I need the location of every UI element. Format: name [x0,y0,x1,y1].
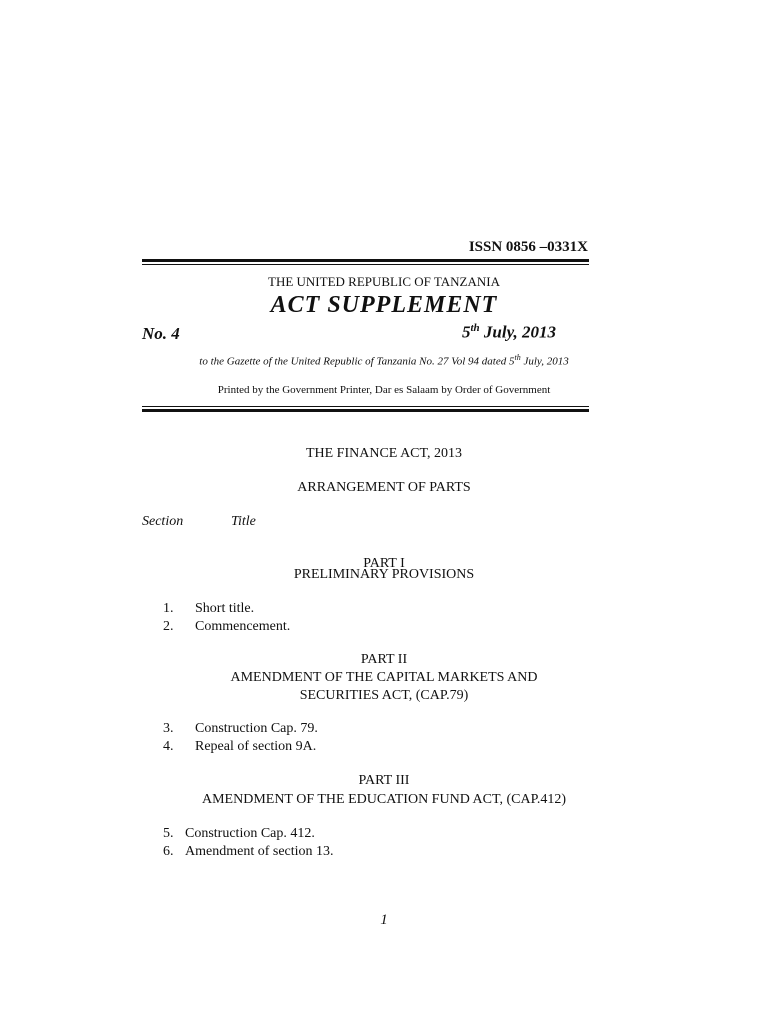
item-text: Construction Cap. 412. [185,826,315,841]
list-item [163,844,334,860]
gazette-post: July, 2013 [520,355,569,368]
item-text: Amendment of section 13. [185,844,334,859]
item-number: 4. [163,739,174,754]
list-item [163,601,254,617]
list-item [163,619,290,635]
list-item [163,739,316,755]
item-text: Repeal of section 9A. [195,739,317,754]
gazette-reference [0,353,768,368]
header-rule-top-thick [142,259,589,262]
item-number: 5. [163,826,174,841]
part-heading [0,791,768,809]
header-rule-bottom-thin [142,406,589,407]
part-label: PART I [363,556,405,571]
supplement-date [462,322,556,343]
item-text: Commencement. [195,619,291,634]
supplement-number: No. 4 [142,324,180,343]
list-item [163,721,318,737]
column-header-title: Title [231,514,256,529]
date-rest: July, 2013 [479,322,556,342]
part-heading-line: AMENDMENT OF THE CAPITAL MARKETS AND [230,670,538,685]
header-rule-bottom-thick [142,409,589,412]
header-rule-top-thin [142,264,589,265]
part-heading-line: PRELIMINARY PROVISIONS [293,567,475,582]
gazette-suffix: th [514,353,521,362]
printer-statement: Printed by the Government Printer, Dar es Salaam by Order of Government [217,384,551,396]
part-heading-line: SECURITIES ACT, (CAP.79) [299,688,469,703]
date-day: 5 [461,322,471,342]
date-suffix: th [470,322,480,334]
list-item [163,826,315,842]
item-text: Short title. [195,601,255,616]
item-number: 2. [163,619,174,634]
gazette-pre: to the Gazette of the United Republic of Tanzania No. 27 Vol 94 dated 5 [199,355,515,368]
page-number: 1 [380,912,388,928]
part-label: PART III [358,773,410,788]
item-number: 1. [163,601,174,616]
part-heading [0,669,768,705]
arrangement-heading: ARRANGEMENT OF PARTS [297,480,471,495]
act-title: THE FINANCE ACT, 2013 [305,446,463,461]
part-label: PART II [360,652,408,667]
republic-name: THE UNITED REPUBLIC OF TANZANIA [268,274,500,289]
supplement-title: ACT SUPPLEMENT [270,292,498,318]
item-number: 3. [163,721,174,736]
part-heading [0,566,768,584]
part-heading-line: AMENDMENT OF THE EDUCATION FUND ACT, (CAP.412) [201,792,566,807]
item-number: 6. [163,844,174,859]
column-header-section: Section [142,514,184,529]
issn-number: ISSN 0856 –0331X [468,239,588,255]
item-text: Construction Cap. 79. [195,721,318,736]
